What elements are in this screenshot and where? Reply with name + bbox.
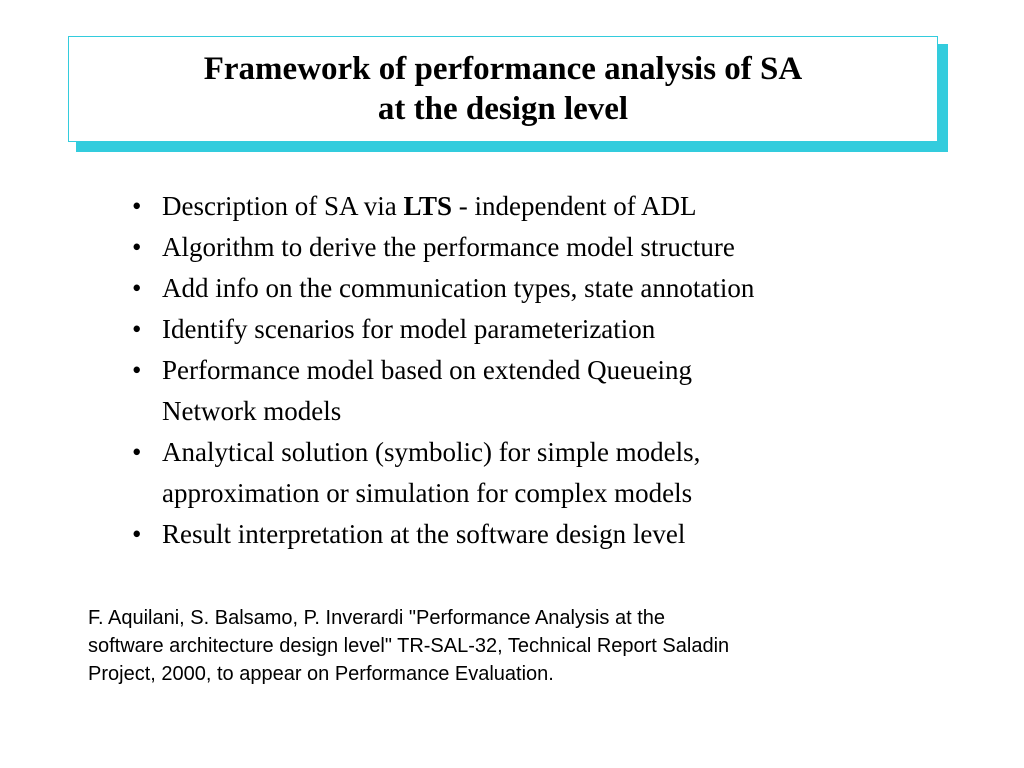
bullet-text-bold: LTS bbox=[403, 191, 453, 221]
reference-citation bbox=[88, 604, 948, 688]
bullet-text-line-1: Analytical solution (symbolic) for simple models, bbox=[162, 437, 701, 467]
reference-line-3: Project, 2000, to appear on Performance Evaluation. bbox=[88, 663, 554, 685]
bullet-item bbox=[130, 268, 930, 309]
bullet-item bbox=[130, 432, 930, 514]
bullet-text bbox=[162, 432, 930, 514]
bullet-item bbox=[130, 227, 930, 268]
bullet-list bbox=[130, 186, 930, 555]
slide-title-line-2: at the design level bbox=[377, 91, 629, 127]
bullet-dot-icon: • bbox=[132, 355, 142, 385]
bullet-dot-icon: • bbox=[132, 314, 142, 344]
bullet-text-line-1: Performance model based on extended Queueing bbox=[162, 355, 693, 385]
bullet-dot-icon: • bbox=[132, 232, 142, 262]
reference-line-2: software architecture design level" TR-SAL-32, Technical Report Saladin bbox=[88, 635, 730, 657]
title-box bbox=[68, 36, 938, 142]
bullet-item bbox=[130, 350, 930, 432]
bullet-text-pre: Description of SA via bbox=[162, 191, 404, 221]
bullet-text-line-2: Network models bbox=[162, 396, 342, 426]
bullet-text bbox=[162, 186, 930, 227]
bullet-text: Algorithm to derive the performance model structure bbox=[162, 232, 735, 262]
bullet-item bbox=[130, 186, 930, 227]
reference-line-1: F. Aquilani, S. Balsamo, P. Inverardi "Performance Analysis at the bbox=[88, 607, 666, 629]
bullet-text: Result interpretation at the software design level bbox=[162, 519, 686, 549]
slide-title-line-1: Framework of performance analysis of SA bbox=[203, 51, 803, 87]
bullet-item bbox=[130, 514, 930, 555]
bullet-dot-icon: • bbox=[132, 519, 142, 549]
bullet-text-post: - independent of ADL bbox=[452, 191, 697, 221]
bullet-text bbox=[162, 350, 930, 432]
bullet-dot-icon: • bbox=[132, 273, 142, 303]
bullet-dot-icon: • bbox=[132, 191, 142, 221]
bullet-item bbox=[130, 309, 930, 350]
bullet-dot-icon: • bbox=[132, 437, 142, 467]
bullet-text-line-2: approximation or simulation for complex models bbox=[162, 478, 693, 508]
bullet-text: Identify scenarios for model parameterization bbox=[162, 314, 656, 344]
bullet-text: Add info on the communication types, state annotation bbox=[162, 273, 755, 303]
